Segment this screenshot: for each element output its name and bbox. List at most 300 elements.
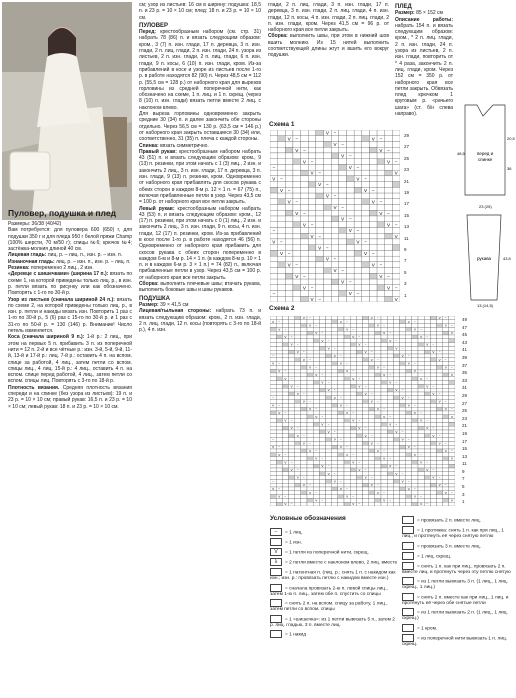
stitch-symbol: V xyxy=(379,273,383,279)
grid-cell xyxy=(400,498,406,502)
grid-cell xyxy=(276,392,282,396)
grid-cell xyxy=(424,346,430,350)
stitch-symbol: − xyxy=(377,316,379,321)
grid-cell xyxy=(324,227,332,233)
grid-cell xyxy=(406,388,412,392)
grid-cell xyxy=(276,331,282,335)
grid-cell xyxy=(412,354,418,358)
scheme-1-row-numbers xyxy=(404,130,418,301)
grid-cell xyxy=(418,343,424,347)
row-number: 29 xyxy=(462,392,468,398)
stitch-symbol: − xyxy=(346,445,348,450)
grid-cell xyxy=(424,449,430,453)
grid-cell xyxy=(363,320,369,324)
grid-cell xyxy=(313,377,319,381)
grid-cell xyxy=(449,388,455,392)
col1-paragraph-heading: Узор из листьев (сначала шириной 24 п.): xyxy=(8,296,117,303)
grid-cell xyxy=(331,147,339,153)
grid-cell xyxy=(400,358,406,362)
stitch-symbol: − xyxy=(444,399,447,404)
col4-paragraph-heading: Размер: xyxy=(395,10,417,17)
grid-cell xyxy=(437,449,443,453)
grid-cell xyxy=(387,392,393,396)
stitch-symbol: V xyxy=(309,407,312,412)
grid-cell xyxy=(319,362,325,366)
grid-cell xyxy=(449,464,455,468)
grid-cell xyxy=(326,400,332,404)
grid-cell xyxy=(387,502,393,506)
legend-text: = снять 2 п. вместе как при лиц., 1 лиц. и протянуть её через обе снятые петли xyxy=(402,595,509,606)
grid-cell xyxy=(377,285,385,291)
grid-cell xyxy=(344,392,350,396)
grid-cell xyxy=(293,227,301,233)
grid-cell xyxy=(332,324,338,328)
grid-cell xyxy=(356,441,362,445)
grid-cell xyxy=(344,468,350,472)
grid-cell xyxy=(316,268,324,274)
legend-symbol-icon xyxy=(270,568,282,576)
stitch-symbol: − xyxy=(387,273,390,279)
stitch-symbol: V xyxy=(444,365,447,370)
grid-cell xyxy=(285,239,293,245)
grid-cell xyxy=(293,285,301,291)
grid-cell xyxy=(331,136,339,142)
stitch-symbol: V xyxy=(370,316,373,321)
grid-cell xyxy=(350,472,356,476)
grid-cell xyxy=(331,164,339,170)
grid-cell xyxy=(387,445,393,449)
grid-cell xyxy=(430,415,436,419)
grid-cell xyxy=(313,400,319,404)
grid-cell xyxy=(313,502,319,506)
stitch-symbol: − xyxy=(333,430,336,435)
stitch-symbol: − xyxy=(438,350,441,355)
grid-cell xyxy=(385,227,393,233)
grid-cell xyxy=(326,411,332,415)
grid-cell xyxy=(319,438,325,442)
grid-cell xyxy=(301,331,307,335)
grid-cell xyxy=(316,239,324,245)
grid-cell xyxy=(344,350,350,354)
grid-cell xyxy=(406,498,412,502)
grid-cell xyxy=(289,453,295,457)
grid-cell xyxy=(356,358,362,362)
grid-cell xyxy=(443,419,449,423)
stitch-symbol: − xyxy=(310,285,314,291)
stitch-symbol: − xyxy=(309,441,311,446)
legend-symbol-icon xyxy=(402,526,414,534)
grid-cell xyxy=(324,141,332,147)
grid-cell xyxy=(316,199,324,205)
col2-paragraph-text: крестообразным набором (см. стр. 31) набрать 78 (86) п. и вязать следующим образом: кром., 3 (7) п. изн. глади, 17 п. деревца, 3 п. изн. глади, 2 п. лиц. глади, 2 п. изн. глади, 24 п. узора из листьев, 2 п. изн. глади, 2 п. лиц. глади, 6 п. изн. глади, 9 п. косы, 6 (10) п. изн. глади, кром. Из-за прибавлений в косе и узоре из листьев после 1-го р. в работе находятся 82 (90) п. Через 48,5 см = 112 р. (55,5 см = 128 р.) от наборного края для вырезов горловины из средней поперечной нити, как обозначено на схеме, 1 п. лиц. и 1 п. скрещ. (через 8 (10) п. изн. глади) вязать петли вместе 2 лиц. с наклоном влево. xyxy=(139,29,261,111)
grid-cell xyxy=(369,164,377,170)
col1-paragraph-heading: Резинка: xyxy=(8,265,31,272)
grid-cell xyxy=(301,495,307,499)
grid-cell xyxy=(316,153,324,159)
legend-item xyxy=(270,615,398,629)
col1-paragraph xyxy=(8,385,132,410)
grid-cell xyxy=(276,476,282,480)
grid-cell xyxy=(324,136,332,142)
grid-cell xyxy=(437,502,443,506)
stitch-symbol: V xyxy=(272,445,275,450)
stitch-symbol: V xyxy=(420,418,423,423)
stitch-symbol: V xyxy=(413,369,416,374)
grid-cell xyxy=(307,422,313,426)
stitch-symbol: − xyxy=(327,464,330,469)
grid-cell xyxy=(301,339,307,343)
grid-cell xyxy=(362,199,370,205)
grid-cell xyxy=(443,495,449,499)
grid-cell xyxy=(319,441,325,445)
grid-cell xyxy=(363,415,369,419)
stitch-symbol: − xyxy=(287,187,291,193)
grid-cell xyxy=(282,464,288,468)
grid-cell xyxy=(430,377,436,381)
grid-cell xyxy=(369,502,375,506)
grid-cell xyxy=(369,210,377,216)
stitch-symbol: V xyxy=(407,403,410,408)
grid-cell xyxy=(313,441,319,445)
grid-cell xyxy=(392,164,400,170)
grid-cell xyxy=(338,377,344,381)
grid-cell xyxy=(295,358,301,362)
grid-cell xyxy=(350,320,356,324)
grid-cell xyxy=(276,396,282,400)
grid-cell xyxy=(339,250,347,256)
grid-cell xyxy=(424,400,430,404)
grid-cell xyxy=(285,164,293,170)
grid-cell xyxy=(400,422,406,426)
grid-cell xyxy=(443,476,449,480)
grid-cell xyxy=(301,426,307,430)
grid-cell xyxy=(301,369,307,373)
grid-cell xyxy=(424,445,430,449)
grid-cell xyxy=(326,483,332,487)
stitch-symbol: − xyxy=(377,483,379,488)
stitch-symbol: − xyxy=(280,176,283,182)
grid-cell xyxy=(385,291,393,297)
grid-cell xyxy=(424,483,430,487)
grid-cell xyxy=(449,396,455,400)
grid-cell xyxy=(295,411,301,415)
stitch-symbol: − xyxy=(284,494,287,499)
grid-cell xyxy=(276,498,282,502)
grid-cell xyxy=(406,381,412,385)
stitch-symbol: − xyxy=(371,187,375,193)
schematic-drawing xyxy=(455,100,515,310)
grid-cell xyxy=(437,327,443,331)
grid-cell xyxy=(354,159,362,165)
grid-cell xyxy=(412,350,418,354)
grid-cell xyxy=(308,216,316,222)
grid-cell xyxy=(430,502,436,506)
stitch-symbol: − xyxy=(432,468,435,473)
grid-cell xyxy=(285,182,293,188)
grid-cell xyxy=(282,350,288,354)
stitch-symbol: V xyxy=(333,395,336,400)
grid-cell xyxy=(278,130,286,136)
grid-cell xyxy=(278,216,286,222)
grid-cell xyxy=(400,369,406,373)
grid-cell xyxy=(285,130,293,136)
grid-cell xyxy=(400,339,406,343)
row-number: 47 xyxy=(462,324,468,330)
grid-cell xyxy=(276,438,282,442)
stitch-symbol: V xyxy=(310,296,314,302)
scheme-1-grid xyxy=(270,130,400,302)
grid-cell xyxy=(270,335,276,339)
grid-cell xyxy=(449,358,455,362)
grid-cell xyxy=(285,285,293,291)
grid-cell xyxy=(332,445,338,449)
stitch-symbol: V xyxy=(309,449,312,454)
grid-cell xyxy=(406,502,412,506)
grid-cell xyxy=(363,460,369,464)
grid-cell xyxy=(392,216,400,222)
grid-cell xyxy=(363,449,369,453)
stitch-symbol: V xyxy=(295,273,299,279)
grid-cell xyxy=(316,205,324,211)
grid-cell xyxy=(375,498,381,502)
grid-cell xyxy=(430,316,436,320)
grid-cell xyxy=(363,373,369,377)
grid-cell xyxy=(332,316,338,320)
grid-cell xyxy=(307,415,313,419)
grid-cell xyxy=(406,415,412,419)
grid-cell xyxy=(412,460,418,464)
legend-symbol-icon xyxy=(270,538,282,546)
stitch-symbol: − xyxy=(420,369,422,374)
column-2 xyxy=(139,2,261,333)
row-number: 27 xyxy=(404,144,410,150)
grid-cell xyxy=(437,362,443,366)
grid-cell xyxy=(443,343,449,347)
grid-cell xyxy=(393,316,399,320)
grid-cell xyxy=(319,396,325,400)
grid-cell xyxy=(362,130,370,136)
legend-text: = 1 накид xyxy=(285,632,307,638)
grid-cell xyxy=(344,498,350,502)
grid-cell xyxy=(308,250,316,256)
stitch-symbol: − xyxy=(290,418,293,423)
stitch-symbol: V xyxy=(339,487,342,492)
grid-cell xyxy=(313,479,319,483)
grid-cell xyxy=(449,316,455,320)
stitch-symbol: − xyxy=(394,222,398,228)
stitch-symbol: V xyxy=(287,262,291,268)
stitch-symbol: − xyxy=(278,361,281,366)
grid-cell xyxy=(387,483,393,487)
grid-cell xyxy=(326,369,332,373)
grid-cell xyxy=(313,483,319,487)
grid-cell xyxy=(381,354,387,358)
stitch-symbol: V xyxy=(341,216,345,222)
grid-cell xyxy=(424,362,430,366)
row-number: 25 xyxy=(404,155,410,161)
grid-cell xyxy=(449,335,455,339)
grid-cell xyxy=(369,233,377,239)
grid-cell xyxy=(377,164,385,170)
stitch-symbol: − xyxy=(395,380,398,385)
grid-cell xyxy=(362,147,370,153)
grid-cell xyxy=(316,130,324,136)
grid-cell xyxy=(385,199,393,205)
grid-cell xyxy=(406,407,412,411)
grid-cell xyxy=(418,422,424,426)
grid-cell xyxy=(316,176,324,182)
grid-cell xyxy=(449,434,455,438)
grid-cell xyxy=(356,365,362,369)
col1-paragraph-text: Вам потребуется: для пуловера 600 (650) г, для подушки 350 г и для пледа 950 г белой пряжи Champ (100% шерсти, 70 м/50 г); спицы №6; крючок №4; застёжка-молния длиной 40 см. xyxy=(8,227,132,253)
grid-cell xyxy=(332,362,338,366)
stitch-symbol: − xyxy=(333,346,336,351)
stitch-symbol: − xyxy=(315,407,318,412)
grid-cell xyxy=(319,403,325,407)
grid-cell xyxy=(443,373,449,377)
stitch-symbol: − xyxy=(272,354,274,359)
stitch-symbol: − xyxy=(401,346,404,351)
grid-cell xyxy=(362,233,370,239)
grid-cell xyxy=(392,187,400,193)
stitch-symbol: − xyxy=(383,449,385,454)
stitch-symbol: V xyxy=(296,433,299,438)
stitch-symbol: − xyxy=(315,449,318,454)
grid-cell xyxy=(437,419,443,423)
row-number: 23 xyxy=(462,415,468,421)
grid-cell xyxy=(346,182,354,188)
grid-cell xyxy=(369,415,375,419)
grid-cell xyxy=(412,430,418,434)
grid-cell xyxy=(344,346,350,350)
stitch-symbol: V xyxy=(339,403,342,408)
grid-cell xyxy=(285,170,293,176)
grid-cell xyxy=(338,388,344,392)
grid-cell xyxy=(332,400,338,404)
stitch-symbol: − xyxy=(370,433,373,438)
grid-cell xyxy=(430,407,436,411)
grid-cell xyxy=(350,400,356,404)
grid-cell xyxy=(270,285,278,291)
stitch-symbol: V xyxy=(371,136,375,142)
grid-cell xyxy=(282,430,288,434)
grid-cell xyxy=(319,430,325,434)
grid-cell xyxy=(385,187,393,193)
grid-cell xyxy=(363,369,369,373)
legend-text: = из 1 петли вывязать 2 п. (1 лиц., 1 лиц. скрещ.) xyxy=(402,610,508,622)
grid-cell xyxy=(270,339,276,343)
stitch-symbol: − xyxy=(426,418,429,423)
grid-cell xyxy=(418,434,424,438)
grid-cell xyxy=(430,320,436,324)
grid-cell xyxy=(400,487,406,491)
stitch-symbol: V xyxy=(444,407,447,412)
stitch-symbol: V xyxy=(407,445,410,450)
grid-cell xyxy=(270,153,278,159)
grid-cell xyxy=(375,369,381,373)
stitch-symbol: − xyxy=(341,268,344,274)
grid-cell xyxy=(392,130,400,136)
grid-cell xyxy=(295,491,301,495)
grid-cell xyxy=(324,210,332,216)
grid-cell xyxy=(356,354,362,358)
grid-cell xyxy=(385,245,393,251)
grid-cell xyxy=(443,498,449,502)
grid-cell xyxy=(282,339,288,343)
grid-cell xyxy=(387,449,393,453)
stitch-symbol: − xyxy=(326,182,329,188)
grid-cell xyxy=(307,327,313,331)
grid-cell xyxy=(362,245,370,251)
grid-cell xyxy=(282,400,288,404)
grid-cell xyxy=(369,369,375,373)
grid-cell xyxy=(424,369,430,373)
grid-cell xyxy=(354,262,362,268)
grid-cell xyxy=(369,362,375,366)
grid-cell xyxy=(369,445,375,449)
grid-cell xyxy=(412,339,418,343)
grid-cell xyxy=(356,453,362,457)
row-number: 19 xyxy=(462,430,468,436)
grid-cell xyxy=(338,468,344,472)
stitch-symbol: − xyxy=(327,338,330,343)
grid-cell xyxy=(387,320,393,324)
grid-cell xyxy=(387,388,393,392)
grid-cell xyxy=(418,392,424,396)
grid-cell xyxy=(424,430,430,434)
grid-cell xyxy=(393,403,399,407)
grid-cell xyxy=(276,384,282,388)
stitch-symbol: − xyxy=(315,323,318,328)
grid-cell xyxy=(363,487,369,491)
grid-cell xyxy=(400,407,406,411)
stitch-symbol: V xyxy=(358,426,361,431)
stitch-symbol: − xyxy=(296,342,299,347)
grid-cell xyxy=(313,438,319,442)
grid-cell xyxy=(393,491,399,495)
stitch-symbol: − xyxy=(284,369,287,374)
front-back-label: перед и xyxy=(476,151,494,156)
grid-cell xyxy=(307,384,313,388)
grid-cell xyxy=(295,331,301,335)
grid-cell xyxy=(344,422,350,426)
col2-paragraph xyxy=(139,111,261,142)
grid-cell xyxy=(377,233,385,239)
grid-cell xyxy=(278,141,286,147)
legend-text: = 1 кром. xyxy=(417,626,438,632)
stitch-symbol: V xyxy=(420,460,423,465)
grid-cell xyxy=(406,422,412,426)
grid-cell xyxy=(324,239,332,245)
stitch-symbol: − xyxy=(318,170,322,176)
grid-cell xyxy=(331,182,339,188)
grid-cell xyxy=(392,250,400,256)
grid-cell xyxy=(387,491,393,495)
row-number: 45 xyxy=(462,332,468,338)
grid-cell xyxy=(332,403,338,407)
grid-cell xyxy=(356,369,362,373)
stitch-symbol: − xyxy=(272,437,274,442)
grid-cell xyxy=(406,464,412,468)
grid-cell xyxy=(338,460,344,464)
grid-cell xyxy=(377,170,385,176)
grid-cell xyxy=(278,279,286,285)
grid-cell xyxy=(437,457,443,461)
grid-cell xyxy=(313,419,319,423)
legend-list-left xyxy=(270,528,398,640)
grid-cell xyxy=(375,350,381,354)
stitch-symbol: V xyxy=(389,380,392,385)
